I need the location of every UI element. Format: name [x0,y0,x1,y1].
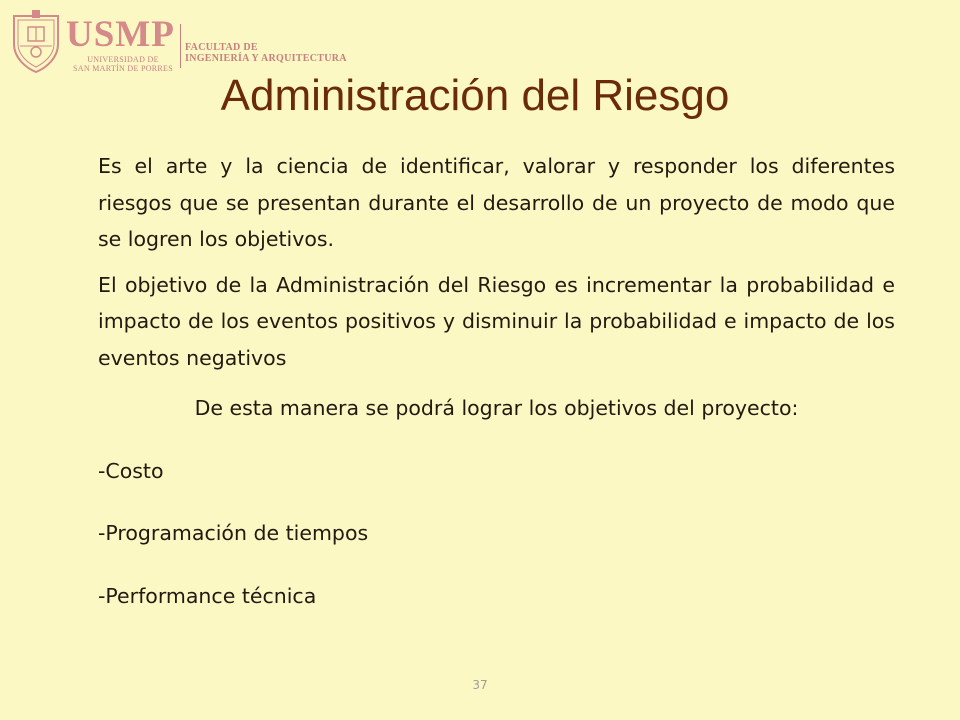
page-number: 37 [472,678,488,692]
university-line-1: UNIVERSIDAD DE [87,55,159,64]
list-item-cost: -Costo [98,458,164,483]
faculty-line-2: INGENIERÍA Y ARQUITECTURA [185,53,347,64]
faculty-name [185,42,347,64]
objective-paragraph: El objetivo de la Administración del Riesgo es incrementar la probabilidad e impacto de los eventos positivos y disminuir la probabilidad e impacto de los eventos negativos [98,272,895,370]
lead-in-text: De esta manera se podrá lograr los objetivos del proyecto: [194,396,799,420]
university-crest-icon [8,10,64,74]
slide-title: Administración del Riesgo [220,71,730,120]
brand-name: USMP [66,14,175,55]
definition-paragraph: Es el arte y la ciencia de identificar, valorar y responder los diferentes riesgos que se presentan durante el desarrollo de un proyecto de modo que se logren los objetivos. [98,154,895,251]
logo-divider [180,24,181,68]
list-item-performance: -Performance técnica [98,583,317,608]
slide-body [98,148,895,614]
faculty-line-1: FACULTAD DE [185,42,258,53]
university-line-2: SAN MARTÍN DE PORRES [73,64,173,73]
list-item-schedule: -Programación de tiempos [98,521,369,545]
